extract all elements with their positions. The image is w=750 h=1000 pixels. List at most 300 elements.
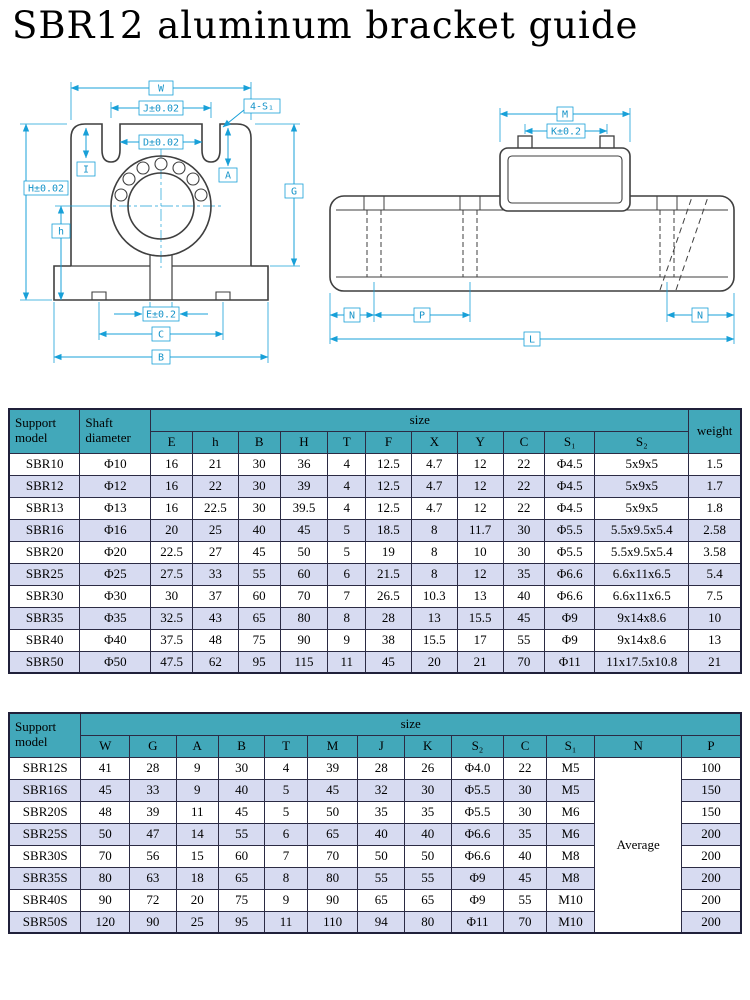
value-cell: 95: [238, 651, 280, 673]
value-cell: 200: [682, 845, 741, 867]
value-cell: 39.5: [280, 497, 328, 519]
value-cell: 6.6x11x6.5: [595, 563, 689, 585]
table-row: [9, 563, 741, 585]
value-cell: 22: [503, 497, 545, 519]
value-cell: 100: [682, 757, 741, 779]
value-cell: 5.5x9.5x5.4: [595, 541, 689, 563]
value-cell: 200: [682, 867, 741, 889]
page-title: SBR12 aluminum bracket guide: [12, 4, 639, 47]
dim-label-d: D±0.02: [142, 137, 180, 149]
value-cell: 28: [130, 757, 177, 779]
value-cell: 8: [411, 563, 457, 585]
value-cell: 47.5: [151, 651, 193, 673]
value-cell: M8: [546, 867, 595, 889]
model-cell: SBR50: [9, 651, 80, 673]
value-cell: 40: [503, 585, 545, 607]
value-cell: Φ4.5: [545, 475, 595, 497]
column-header: B: [238, 431, 280, 453]
header-weight: weight: [689, 409, 741, 453]
value-cell: 27: [192, 541, 238, 563]
value-cell: 94: [358, 911, 405, 933]
value-cell: 28: [358, 757, 405, 779]
value-cell: 55: [238, 563, 280, 585]
value-cell: 15: [176, 845, 218, 867]
value-cell: 2.58: [689, 519, 741, 541]
model-cell: SBR30: [9, 585, 80, 607]
value-cell: 55: [358, 867, 405, 889]
value-cell: 95: [218, 911, 265, 933]
value-cell: 33: [130, 779, 177, 801]
value-cell: 21: [192, 453, 238, 475]
value-cell: 30: [503, 541, 545, 563]
value-cell: M8: [546, 845, 595, 867]
value-cell: 10.3: [411, 585, 457, 607]
value-cell: Φ16: [80, 519, 151, 541]
value-cell: 35: [404, 801, 451, 823]
value-cell: 22: [192, 475, 238, 497]
value-cell: 21: [689, 651, 741, 673]
value-cell: M6: [546, 823, 595, 845]
value-cell: 8: [328, 607, 366, 629]
column-header: F: [366, 431, 412, 453]
spec-table-dimensions: [8, 408, 742, 674]
column-header: B: [218, 735, 265, 757]
value-cell: 5.5x9.5x5.4: [595, 519, 689, 541]
value-cell: 80: [404, 911, 451, 933]
front-view-diagram: [6, 66, 318, 402]
dim-label-4s1: 4-S₁: [249, 101, 275, 113]
value-cell: 60: [280, 563, 328, 585]
value-cell: Φ25: [80, 563, 151, 585]
value-cell: 5: [328, 519, 366, 541]
value-cell: 90: [280, 629, 328, 651]
value-cell: 22.5: [151, 541, 193, 563]
table-row: [9, 519, 741, 541]
value-cell: 5: [265, 801, 307, 823]
value-cell: 18.5: [366, 519, 412, 541]
column-header: S₁: [545, 431, 595, 453]
value-cell: 40: [504, 845, 546, 867]
value-cell: 50: [81, 823, 130, 845]
value-cell: 90: [130, 911, 177, 933]
value-cell: 20: [176, 889, 218, 911]
value-cell: 55: [218, 823, 265, 845]
value-cell: 5.4: [689, 563, 741, 585]
value-cell: Φ5.5: [451, 801, 504, 823]
table-row: [9, 607, 741, 629]
value-cell: 25: [176, 911, 218, 933]
value-cell: 11: [328, 651, 366, 673]
model-cell: SBR12S: [9, 757, 81, 779]
value-cell: 4: [328, 497, 366, 519]
column-header: K: [404, 735, 451, 757]
dim-label-i: I: [82, 164, 90, 176]
value-cell: 12: [457, 563, 503, 585]
value-cell: 45: [238, 541, 280, 563]
table-row: [9, 541, 741, 563]
value-cell: 4: [265, 757, 307, 779]
column-header: T: [265, 735, 307, 757]
value-cell: 22.5: [192, 497, 238, 519]
model-cell: SBR13: [9, 497, 80, 519]
value-cell: 9: [328, 629, 366, 651]
value-cell: Φ6.6: [451, 823, 504, 845]
dim-label-p: P: [418, 310, 426, 322]
model-cell: SBR25: [9, 563, 80, 585]
value-cell: 65: [218, 867, 265, 889]
value-cell: 45: [81, 779, 130, 801]
value-cell: 47: [130, 823, 177, 845]
side-view-diagram: [322, 96, 744, 348]
model-cell: SBR20: [9, 541, 80, 563]
model-cell: SBR16: [9, 519, 80, 541]
column-header: h: [192, 431, 238, 453]
value-cell: M6: [546, 801, 595, 823]
value-cell: Φ4.5: [545, 453, 595, 475]
value-cell: Φ6.6: [451, 845, 504, 867]
dim-label-c: C: [157, 329, 165, 341]
value-cell: Φ30: [80, 585, 151, 607]
value-cell: 39: [280, 475, 328, 497]
value-cell: 6: [328, 563, 366, 585]
column-header: P: [682, 735, 741, 757]
column-header: T: [328, 431, 366, 453]
value-cell: 11: [265, 911, 307, 933]
value-cell: 200: [682, 889, 741, 911]
value-cell: 37.5: [151, 629, 193, 651]
dim-label-h-low: h: [57, 226, 65, 238]
column-header: C: [504, 735, 546, 757]
value-cell: 115: [280, 651, 328, 673]
value-cell: 63: [130, 867, 177, 889]
model-cell: SBR35: [9, 607, 80, 629]
header-shaft-diameter: Shaft diameter: [80, 409, 151, 453]
value-cell: Φ11: [545, 651, 595, 673]
value-cell: 55: [503, 629, 545, 651]
value-cell: 11: [176, 801, 218, 823]
value-cell: 26.5: [366, 585, 412, 607]
value-cell: 4: [328, 475, 366, 497]
value-cell: 9: [176, 757, 218, 779]
value-cell: 48: [81, 801, 130, 823]
value-cell: Φ12: [80, 475, 151, 497]
value-cell: 200: [682, 911, 741, 933]
table-row: [9, 651, 741, 673]
table-row: [9, 585, 741, 607]
value-cell: 30: [238, 497, 280, 519]
merged-average-cell: Average: [595, 757, 682, 933]
value-cell: 30: [218, 757, 265, 779]
value-cell: 50: [307, 801, 358, 823]
value-cell: 5x9x5: [595, 475, 689, 497]
value-cell: 8: [411, 519, 457, 541]
value-cell: 70: [307, 845, 358, 867]
value-cell: 7: [328, 585, 366, 607]
value-cell: 8: [411, 541, 457, 563]
value-cell: 15.5: [457, 607, 503, 629]
model-cell: SBR40: [9, 629, 80, 651]
value-cell: 12.5: [366, 475, 412, 497]
value-cell: 43: [192, 607, 238, 629]
value-cell: 90: [81, 889, 130, 911]
block-on-rail-outline: [500, 136, 630, 211]
value-cell: 8: [265, 867, 307, 889]
value-cell: 9x14x8.6: [595, 629, 689, 651]
value-cell: 50: [358, 845, 405, 867]
value-cell: 7.5: [689, 585, 741, 607]
value-cell: Φ50: [80, 651, 151, 673]
table-row: [9, 497, 741, 519]
value-cell: Φ6.6: [545, 585, 595, 607]
dim-label-l: L: [528, 334, 536, 346]
value-cell: M10: [546, 911, 595, 933]
value-cell: 55: [404, 867, 451, 889]
value-cell: 12.5: [366, 497, 412, 519]
value-cell: 120: [81, 911, 130, 933]
value-cell: 45: [218, 801, 265, 823]
value-cell: 1.5: [689, 453, 741, 475]
value-cell: M10: [546, 889, 595, 911]
dim-label-m: M: [561, 109, 569, 121]
value-cell: 65: [358, 889, 405, 911]
dim-label-g: G: [290, 186, 298, 198]
value-cell: 22: [504, 757, 546, 779]
value-cell: 40: [358, 823, 405, 845]
size-columns-row: [9, 735, 741, 757]
value-cell: 21: [457, 651, 503, 673]
value-cell: 45: [366, 651, 412, 673]
dim-label-k: K±0.2: [550, 126, 582, 138]
value-cell: 70: [503, 651, 545, 673]
value-cell: 45: [503, 607, 545, 629]
value-cell: 72: [130, 889, 177, 911]
column-header: C: [503, 431, 545, 453]
value-cell: 22: [503, 453, 545, 475]
value-cell: 33: [192, 563, 238, 585]
value-cell: 9x14x8.6: [595, 607, 689, 629]
value-cell: Φ11: [451, 911, 504, 933]
value-cell: 19: [366, 541, 412, 563]
value-cell: 11.7: [457, 519, 503, 541]
value-cell: 75: [218, 889, 265, 911]
value-cell: 25: [192, 519, 238, 541]
value-cell: M5: [546, 779, 595, 801]
value-cell: 32.5: [151, 607, 193, 629]
value-cell: Φ9: [545, 629, 595, 651]
value-cell: M5: [546, 757, 595, 779]
value-cell: Φ10: [80, 453, 151, 475]
value-cell: Φ9: [451, 889, 504, 911]
value-cell: 14: [176, 823, 218, 845]
value-cell: 80: [81, 867, 130, 889]
column-header: N: [595, 735, 682, 757]
value-cell: Φ20: [80, 541, 151, 563]
column-header: W: [81, 735, 130, 757]
value-cell: 30: [504, 801, 546, 823]
value-cell: Φ4.5: [545, 497, 595, 519]
value-cell: 41: [81, 757, 130, 779]
value-cell: Φ5.5: [545, 541, 595, 563]
value-cell: 21.5: [366, 563, 412, 585]
table-row: [9, 453, 741, 475]
value-cell: Φ13: [80, 497, 151, 519]
column-header: X: [411, 431, 457, 453]
column-header: S₂: [451, 735, 504, 757]
value-cell: 65: [238, 607, 280, 629]
column-header: G: [130, 735, 177, 757]
value-cell: 39: [307, 757, 358, 779]
value-cell: 5: [328, 541, 366, 563]
value-cell: 10: [689, 607, 741, 629]
value-cell: 35: [358, 801, 405, 823]
value-cell: 32: [358, 779, 405, 801]
value-cell: 30: [503, 519, 545, 541]
value-cell: 13: [411, 607, 457, 629]
value-cell: 70: [280, 585, 328, 607]
value-cell: 40: [404, 823, 451, 845]
value-cell: Φ9: [451, 867, 504, 889]
dim-label-w: W: [157, 83, 165, 95]
value-cell: 30: [238, 453, 280, 475]
value-cell: 11x17.5x10.8: [595, 651, 689, 673]
value-cell: 200: [682, 823, 741, 845]
header-size: size: [151, 409, 689, 431]
model-cell: SBR12: [9, 475, 80, 497]
table-row: [9, 757, 741, 779]
column-header: H: [280, 431, 328, 453]
value-cell: 6.6x11x6.5: [595, 585, 689, 607]
model-cell: SBR16S: [9, 779, 81, 801]
value-cell: 4.7: [411, 475, 457, 497]
value-cell: Φ6.6: [545, 563, 595, 585]
value-cell: 50: [280, 541, 328, 563]
value-cell: 75: [238, 629, 280, 651]
value-cell: 9: [265, 889, 307, 911]
table-row: [9, 629, 741, 651]
value-cell: 37: [192, 585, 238, 607]
model-cell: SBR20S: [9, 801, 81, 823]
value-cell: 40: [218, 779, 265, 801]
dim-label-n-left: N: [348, 310, 356, 322]
value-cell: Φ5.5: [545, 519, 595, 541]
value-cell: 38: [366, 629, 412, 651]
value-cell: 16: [151, 453, 193, 475]
model-cell: SBR25S: [9, 823, 81, 845]
model-cell: SBR35S: [9, 867, 81, 889]
value-cell: 45: [280, 519, 328, 541]
value-cell: Φ4.0: [451, 757, 504, 779]
dim-label-e: E±0.2: [145, 309, 177, 321]
value-cell: 4.7: [411, 497, 457, 519]
column-header: J: [358, 735, 405, 757]
value-cell: Φ40: [80, 629, 151, 651]
value-cell: 48: [192, 629, 238, 651]
value-cell: 28: [366, 607, 412, 629]
column-header: Y: [457, 431, 503, 453]
value-cell: 22: [503, 475, 545, 497]
value-cell: 56: [130, 845, 177, 867]
dim-label-n-right: N: [696, 310, 704, 322]
value-cell: 45: [504, 867, 546, 889]
model-cell: SBR10: [9, 453, 80, 475]
model-cell: SBR30S: [9, 845, 81, 867]
value-cell: 70: [81, 845, 130, 867]
value-cell: 30: [504, 779, 546, 801]
value-cell: 27.5: [151, 563, 193, 585]
value-cell: 17: [457, 629, 503, 651]
value-cell: 5x9x5: [595, 497, 689, 519]
value-cell: 60: [218, 845, 265, 867]
column-header: M: [307, 735, 358, 757]
model-cell: SBR50S: [9, 911, 81, 933]
value-cell: 20: [411, 651, 457, 673]
value-cell: 4: [328, 453, 366, 475]
dim-label-h-cap: H±0.02: [27, 183, 65, 195]
value-cell: 15.5: [411, 629, 457, 651]
value-cell: 55: [504, 889, 546, 911]
value-cell: 9: [176, 779, 218, 801]
value-cell: 150: [682, 801, 741, 823]
value-cell: 5x9x5: [595, 453, 689, 475]
value-cell: 13: [689, 629, 741, 651]
value-cell: 3.58: [689, 541, 741, 563]
model-cell: SBR40S: [9, 889, 81, 911]
value-cell: 12: [457, 453, 503, 475]
value-cell: 65: [307, 823, 358, 845]
value-cell: 16: [151, 475, 193, 497]
value-cell: 90: [307, 889, 358, 911]
value-cell: 50: [404, 845, 451, 867]
value-cell: 39: [130, 801, 177, 823]
value-cell: 20: [151, 519, 193, 541]
column-header: A: [176, 735, 218, 757]
value-cell: 150: [682, 779, 741, 801]
value-cell: Φ9: [545, 607, 595, 629]
value-cell: 13: [457, 585, 503, 607]
value-cell: 45: [307, 779, 358, 801]
value-cell: 80: [307, 867, 358, 889]
value-cell: 10: [457, 541, 503, 563]
dim-label-j: J±0.02: [142, 103, 180, 115]
value-cell: 30: [404, 779, 451, 801]
value-cell: 26: [404, 757, 451, 779]
value-cell: 80: [280, 607, 328, 629]
header-support-model: Support model: [9, 713, 81, 757]
value-cell: Φ5.5: [451, 779, 504, 801]
value-cell: 36: [280, 453, 328, 475]
value-cell: 110: [307, 911, 358, 933]
value-cell: 12: [457, 497, 503, 519]
value-cell: 30: [238, 475, 280, 497]
spec-table-open-type: [8, 712, 742, 934]
header-support-model: Support model: [9, 409, 80, 453]
column-header: S₁: [546, 735, 595, 757]
value-cell: 5: [265, 779, 307, 801]
value-cell: 1.7: [689, 475, 741, 497]
value-cell: 35: [503, 563, 545, 585]
value-cell: 16: [151, 497, 193, 519]
value-cell: 12: [457, 475, 503, 497]
value-cell: 7: [265, 845, 307, 867]
value-cell: 12.5: [366, 453, 412, 475]
dim-label-b: B: [157, 352, 165, 364]
column-header: S₂: [595, 431, 689, 453]
value-cell: 30: [151, 585, 193, 607]
value-cell: 65: [404, 889, 451, 911]
value-cell: 1.8: [689, 497, 741, 519]
value-cell: 62: [192, 651, 238, 673]
value-cell: 40: [238, 519, 280, 541]
